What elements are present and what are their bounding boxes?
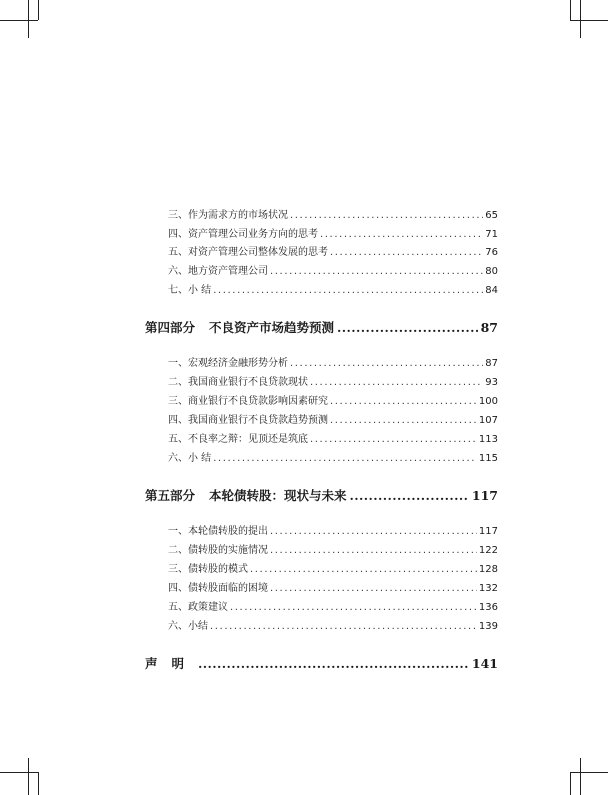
- declaration-title: 声明: [145, 656, 199, 671]
- toc-entry-label: 二、我国商业银行不良贷款现状: [168, 377, 308, 388]
- toc-entry[interactable]: [168, 265, 498, 279]
- dot-leader: [213, 284, 483, 298]
- part-page: 87: [480, 320, 498, 335]
- part-page: 117: [471, 488, 498, 503]
- crop-mark: [570, 0, 571, 20]
- toc-entry-label: 三、商业银行不良贷款影响因素研究: [168, 396, 328, 407]
- toc-entry-page: 84: [485, 285, 498, 296]
- toc-entry-page: 80: [485, 266, 498, 277]
- dot-leader: [310, 376, 483, 390]
- toc-entry-label: 四、资产管理公司业务方向的思考: [168, 229, 318, 240]
- toc-entry-page: 100: [478, 396, 498, 407]
- toc-part-heading[interactable]: [145, 320, 498, 336]
- dot-leader: [350, 488, 469, 504]
- dot-leader: [213, 452, 477, 466]
- toc-entry-page: 139: [478, 621, 498, 632]
- toc-declaration[interactable]: [145, 656, 498, 672]
- dot-leader: [330, 246, 483, 260]
- part-title: 不良资产市场趋势预测: [209, 320, 335, 335]
- dot-leader: [230, 601, 477, 615]
- dot-leader: [290, 209, 483, 223]
- toc-entry[interactable]: [168, 284, 498, 298]
- crop-mark: [0, 20, 38, 21]
- toc-entry[interactable]: [168, 395, 498, 409]
- dot-leader: [270, 582, 477, 596]
- toc-part-heading[interactable]: [145, 488, 498, 504]
- toc-entry-label: 六、小 结: [168, 453, 212, 464]
- toc-entry-page: 113: [478, 434, 498, 445]
- toc-entry-label: 五、不良率之辩：见顶还是筑底: [168, 434, 308, 445]
- toc-entry-page: 107: [478, 415, 498, 426]
- dot-leader: [320, 228, 483, 242]
- dot-leader: [270, 265, 483, 279]
- toc-entry[interactable]: [168, 414, 498, 428]
- toc-entry-page: 76: [485, 247, 498, 258]
- toc-entry[interactable]: [168, 544, 498, 558]
- toc-entry-page: 115: [478, 453, 498, 464]
- toc-entry-label: 三、作为需求方的市场状况: [168, 210, 288, 221]
- toc-entry-label: 七、小 结: [168, 285, 212, 296]
- declaration-page: 141: [471, 656, 498, 671]
- toc-entry[interactable]: [168, 246, 498, 260]
- toc-entry-page: 132: [478, 583, 498, 594]
- crop-mark: [580, 758, 581, 795]
- toc-entry[interactable]: [168, 582, 498, 596]
- toc-entry-page: 128: [478, 564, 498, 575]
- toc-entry-page: 93: [485, 377, 498, 388]
- dot-leader: [290, 357, 483, 371]
- dot-leader: [270, 544, 477, 558]
- dot-leader: [270, 525, 477, 539]
- toc-entry-label: 五、对资产管理公司整体发展的思考: [168, 247, 328, 258]
- dot-leader: [330, 395, 477, 409]
- crop-mark: [0, 772, 38, 773]
- toc-entry-label: 四、我国商业银行不良贷款趋势预测: [168, 415, 328, 426]
- crop-mark: [570, 772, 571, 795]
- toc-entry-page: 122: [478, 545, 498, 556]
- toc-entry[interactable]: [168, 525, 498, 539]
- toc-entry[interactable]: [168, 601, 498, 615]
- dot-leader: [250, 563, 477, 577]
- toc-entry-page: 136: [478, 602, 498, 613]
- dot-leader: [330, 414, 477, 428]
- part-number: 第四部分: [145, 320, 196, 335]
- crop-mark: [28, 758, 29, 795]
- toc-entry-label: 一、本轮债转股的提出: [168, 526, 268, 537]
- toc-entry[interactable]: [168, 433, 498, 447]
- toc-entry-page: 117: [478, 526, 498, 537]
- crop-mark: [38, 772, 39, 795]
- crop-mark: [580, 0, 581, 38]
- crop-mark: [570, 20, 608, 21]
- toc-entry-label: 三、债转股的模式: [168, 564, 248, 575]
- toc-entry-page: 87: [485, 358, 498, 369]
- toc-entry[interactable]: [168, 209, 498, 223]
- toc-entry[interactable]: [168, 357, 498, 371]
- toc-entry-label: 五、政策建议: [168, 602, 228, 613]
- dot-leader: [198, 656, 469, 672]
- toc-entry-label: 六、小结: [168, 621, 208, 632]
- toc-entry[interactable]: [168, 620, 498, 634]
- toc-entry-label: 二、债转股的实施情况: [168, 545, 268, 556]
- toc-entry-page: 71: [485, 229, 498, 240]
- dot-leader: [337, 320, 478, 336]
- toc-entry-label: 一、宏观经济金融形势分析: [168, 358, 288, 369]
- dot-leader: [310, 433, 477, 447]
- toc-entry-label: 四、债转股面临的困境: [168, 583, 268, 594]
- part-title: 本轮债转股：现状与未来: [209, 488, 347, 503]
- part-number: 第五部分: [145, 488, 196, 503]
- toc-entry-label: 六、地方资产管理公司: [168, 266, 268, 277]
- dot-leader: [210, 620, 477, 634]
- toc-entry[interactable]: [168, 376, 498, 390]
- toc-entry[interactable]: [168, 452, 498, 466]
- crop-mark: [28, 0, 29, 38]
- toc-entry-page: 65: [485, 210, 498, 221]
- toc-entry[interactable]: [168, 228, 498, 242]
- crop-mark: [570, 772, 608, 773]
- crop-mark: [38, 0, 39, 20]
- toc-entry[interactable]: [168, 563, 498, 577]
